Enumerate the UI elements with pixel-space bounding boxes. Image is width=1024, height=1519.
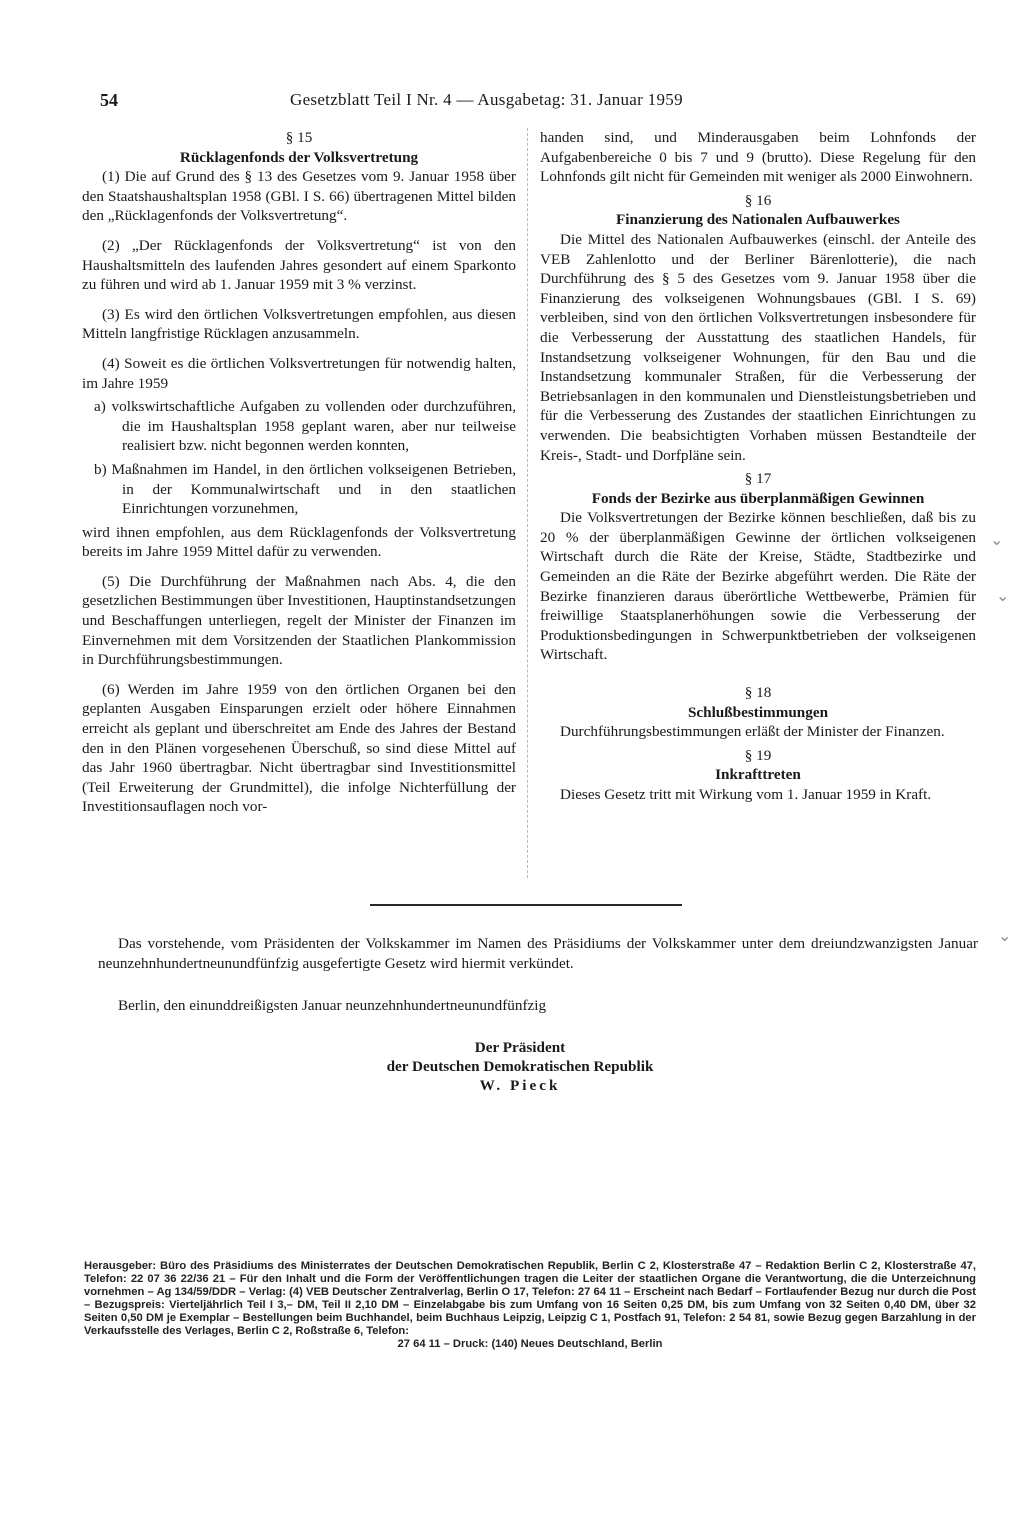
section-18-text: Durchführungsbestimmungen erläßt der Minister der Finanzen. — [560, 723, 945, 741]
section-15-paragraph-2: (2) „Der Rücklagenfonds der Volksvertretung“ ist von den Haushaltsmitteln des laufenden Jahres gesondert auf einem Sparkonto zu führen und wird ab 1. Januar 1959 mit 3 % verzinst. — [82, 236, 516, 294]
signature-office: der Deutschen Demokratischen Republik — [386, 1058, 654, 1075]
column-divider — [527, 128, 528, 878]
signature-block — [330, 1038, 710, 1095]
imprint-last-line: 27 64 11 – Druck: (140) Neues Deutschland, Berlin — [397, 1338, 663, 1350]
closing-rule — [370, 904, 682, 906]
page-number: 54 — [100, 90, 118, 110]
section-17-title: Fonds der Bezirke aus überplanmäßigen Gewinnen — [591, 489, 925, 507]
right-column — [540, 128, 976, 805]
section-17-text: Die Volksvertretungen der Bezirke können beschließen, daß bis zu 20 % der überplanmäßigen Gewinne der örtlichen volkseigenen Wirtschaft durch die Räte der Kreise, Städte, Stadtbezirke und Gemeinden an die Räte der Bezirke abgeführt werden. Die Räte der Bezirke finanzieren daraus überörtliche Wettbewerbe, Prämien für freiwillige Staatsplanerhöhungen sowie die Verbesserung der Produktionsbedingungen in Schwerpunktbetrieben der volkseigenen Wirtschaft. — [540, 509, 976, 664]
place-and-date: Berlin, den einunddreißigsten Januar neunzehnhundertneunundfünfzig — [118, 997, 547, 1014]
signature-name: W. Pieck — [479, 1077, 561, 1094]
section-18-number: § 18 — [744, 684, 772, 702]
left-column — [82, 128, 516, 817]
section-15-paragraph-6: (6) Werden im Jahre 1959 von den örtlichen Organen bei den geplanten Ausgaben Einsparungen erzielt oder höhere Einnahmen erreicht als geplant und überschreitet am Ende des Jahres der Bestand den in den Plänen vorgesehenen Überschuß, so sind diese Mittel auf das Jahr 1960 übertragbar. Nicht übertragbar sind Investitionsmittel (Teil Erweiterung der Grundmittel), die infolge Nichterfüllung der Investitionsauflagen noch vor- — [82, 680, 516, 816]
publisher-imprint — [84, 1260, 976, 1351]
section-16-number: § 16 — [744, 191, 772, 209]
section-15-paragraph-6-continued: handen sind, und Minderausgaben beim Lohnfonds der Aufgabenbereiche 0 bis 7 und 9 (brutto). Diese Regelung für den Lohnfonds gilt nicht für Gemeinden mit weniger als 2000 Einwohnern. — [540, 129, 976, 186]
section-15-number: § 15 — [285, 129, 313, 146]
section-17-number: § 17 — [744, 470, 772, 488]
header-title: Gesetzblatt Teil I Nr. 4 — Ausgabetag: 31. Januar 1959 — [290, 90, 683, 109]
margin-mark: ⌄ — [990, 532, 1004, 549]
imprint-text: Herausgeber: Büro des Präsidiums des Ministerrates der Deutschen Demokratischen Republik, Berlin C 2, Klosterstraße 47 – Redaktion Berlin C 2, Klosterstraße 47, Telefon: 22 07 36 22/36 21 – Für den Inhalt und die Form der Veröffentlichungen tragen die Leiter der staatlichen Organe die Verantwortung, die die Unterzeichnung vornehmen – Ag 134/59/DDR – Verlag: (4) VEB Deutscher Zentralverlag, Berlin O 17, Telefon: 27 64 11 – Erscheint nach Bedarf – Fortlaufender Bezug nur durch die Post – Bezugspreis: Vierteljährlich Teil I 3,– DM, Teil II 2,10 DM – Einzelabgabe bis zum Umfang von 16 Seiten 0,25 DM, bis zum Umfang von 32 Seiten 0,40 DM, über 32 Seiten 0,50 DM je Exemplar – Bestellungen beim Buchhandel, beim Buchhaus Leipzig, Leipzig C 1, Postfach 91, Telefon: 2 54 81, sowie Bezug gegen Barzahlung in der Verkaufsstelle des Verlages, Berlin C 2, Roßstraße 6, Telefon: — [84, 1260, 976, 1337]
section-19-text: Dieses Gesetz tritt mit Wirkung vom 1. Januar 1959 in Kraft. — [560, 786, 932, 803]
section-16-text: Die Mittel des Nationalen Aufbauwerkes (einschl. der Anteile des VEB Zahlenlotto und der Berliner Bärenlotterie), die nach Durchführung des § 5 des Gesetzes vom 9. Januar 1958 über die Finanzierung des volkseigenen Wohnungsbaues (GBl. I S. 69) verbleiben, sind von den örtlichen Volksvertretungen insbesondere für die Verbesserung der Ausstattung des staatlichen Handels, für Instandsetzung volkseigener Wohnungen, für den Bau und die Instandsetzung kommunaler Straßen, für die Verbesserung der Betriebsanlagen in den kommunalen und Dienstleistungsbetrieben und für die Verbesserung des Zustandes der staatlichen Einrichtungen zu verwenden. Die beabsichtigten Vorhaben müssen Bestandteile der Kreis-, Stadt- und Dorfpläne sein. — [540, 230, 976, 464]
section-15-item-a: a) volkswirtschaftliche Aufgaben zu vollenden oder durchzuführen, die im Haushaltsplan 1958 geplant waren, aber nur teilweise realisiert bzw. nicht begonnen werden konnten, — [94, 398, 516, 455]
signature-title: Der Präsident — [474, 1039, 566, 1056]
section-19-number: § 19 — [744, 746, 772, 764]
section-19-title: Inkrafttreten — [715, 766, 801, 784]
page-header — [100, 90, 980, 116]
section-15-item-b: b) Maßnahmen im Handel, in den örtlichen volkseigenen Betrieben, in der Kommunalwirtschaft und in den staatlichen Einrichtungen vorzunehmen, — [94, 460, 516, 518]
section-15-paragraph-1: (1) Die auf Grund des § 13 des Gesetzes vom 9. Januar 1958 über den Staatshaushaltsplan 1958 (GBl. I S. 66) übertragenen Mittel bilden den „Rücklagenfonds der Volksvertretung“. — [82, 168, 516, 225]
promulgation-text: Das vorstehende, vom Präsidenten der Volkskammer im Namen des Präsidiums der Volkskammer unter dem dreiundzwanzigsten Januar neunzehnhundertneunundfünfzig ausgefertigte Gesetz wird hiermit verkündet. — [98, 935, 978, 972]
section-16-title: Finanzierung des Nationalen Aufbauwerkes — [616, 211, 900, 229]
section-15-paragraph-4-outro: wird ihnen empfohlen, aus dem Rücklagenfonds der Volksvertretung bereits im Jahre 1959 Mittel dafür zu verwenden. — [82, 523, 516, 561]
section-15-paragraph-5: (5) Die Durchführung der Maßnahmen nach Abs. 4, die den gesetzlichen Bestimmungen über Investitionen, Hauptinstandsetzungen und Beschaffungen unterliegen, regelt der Minister der Finanzen im Einvernehmen mit dem Vorsitzenden der Staatlichen Plankommission in Durchführungsbestimmungen. — [82, 572, 517, 669]
section-18-title: Schlußbestimmungen — [687, 703, 829, 721]
margin-mark: ⌄ — [998, 928, 1012, 945]
section-15-title: Rücklagenfonds der Volksvertretung — [179, 148, 419, 166]
margin-mark: ⌄ — [996, 588, 1010, 605]
section-15-paragraph-4-intro: (4) Soweit es die örtlichen Volksvertretungen für notwendig halten, im Jahre 1959 — [82, 354, 516, 392]
section-15-paragraph-3: (3) Es wird den örtlichen Volksvertretungen empfohlen, aus diesen Mitteln langfristige Rücklagen anzusammeln. — [82, 305, 516, 343]
